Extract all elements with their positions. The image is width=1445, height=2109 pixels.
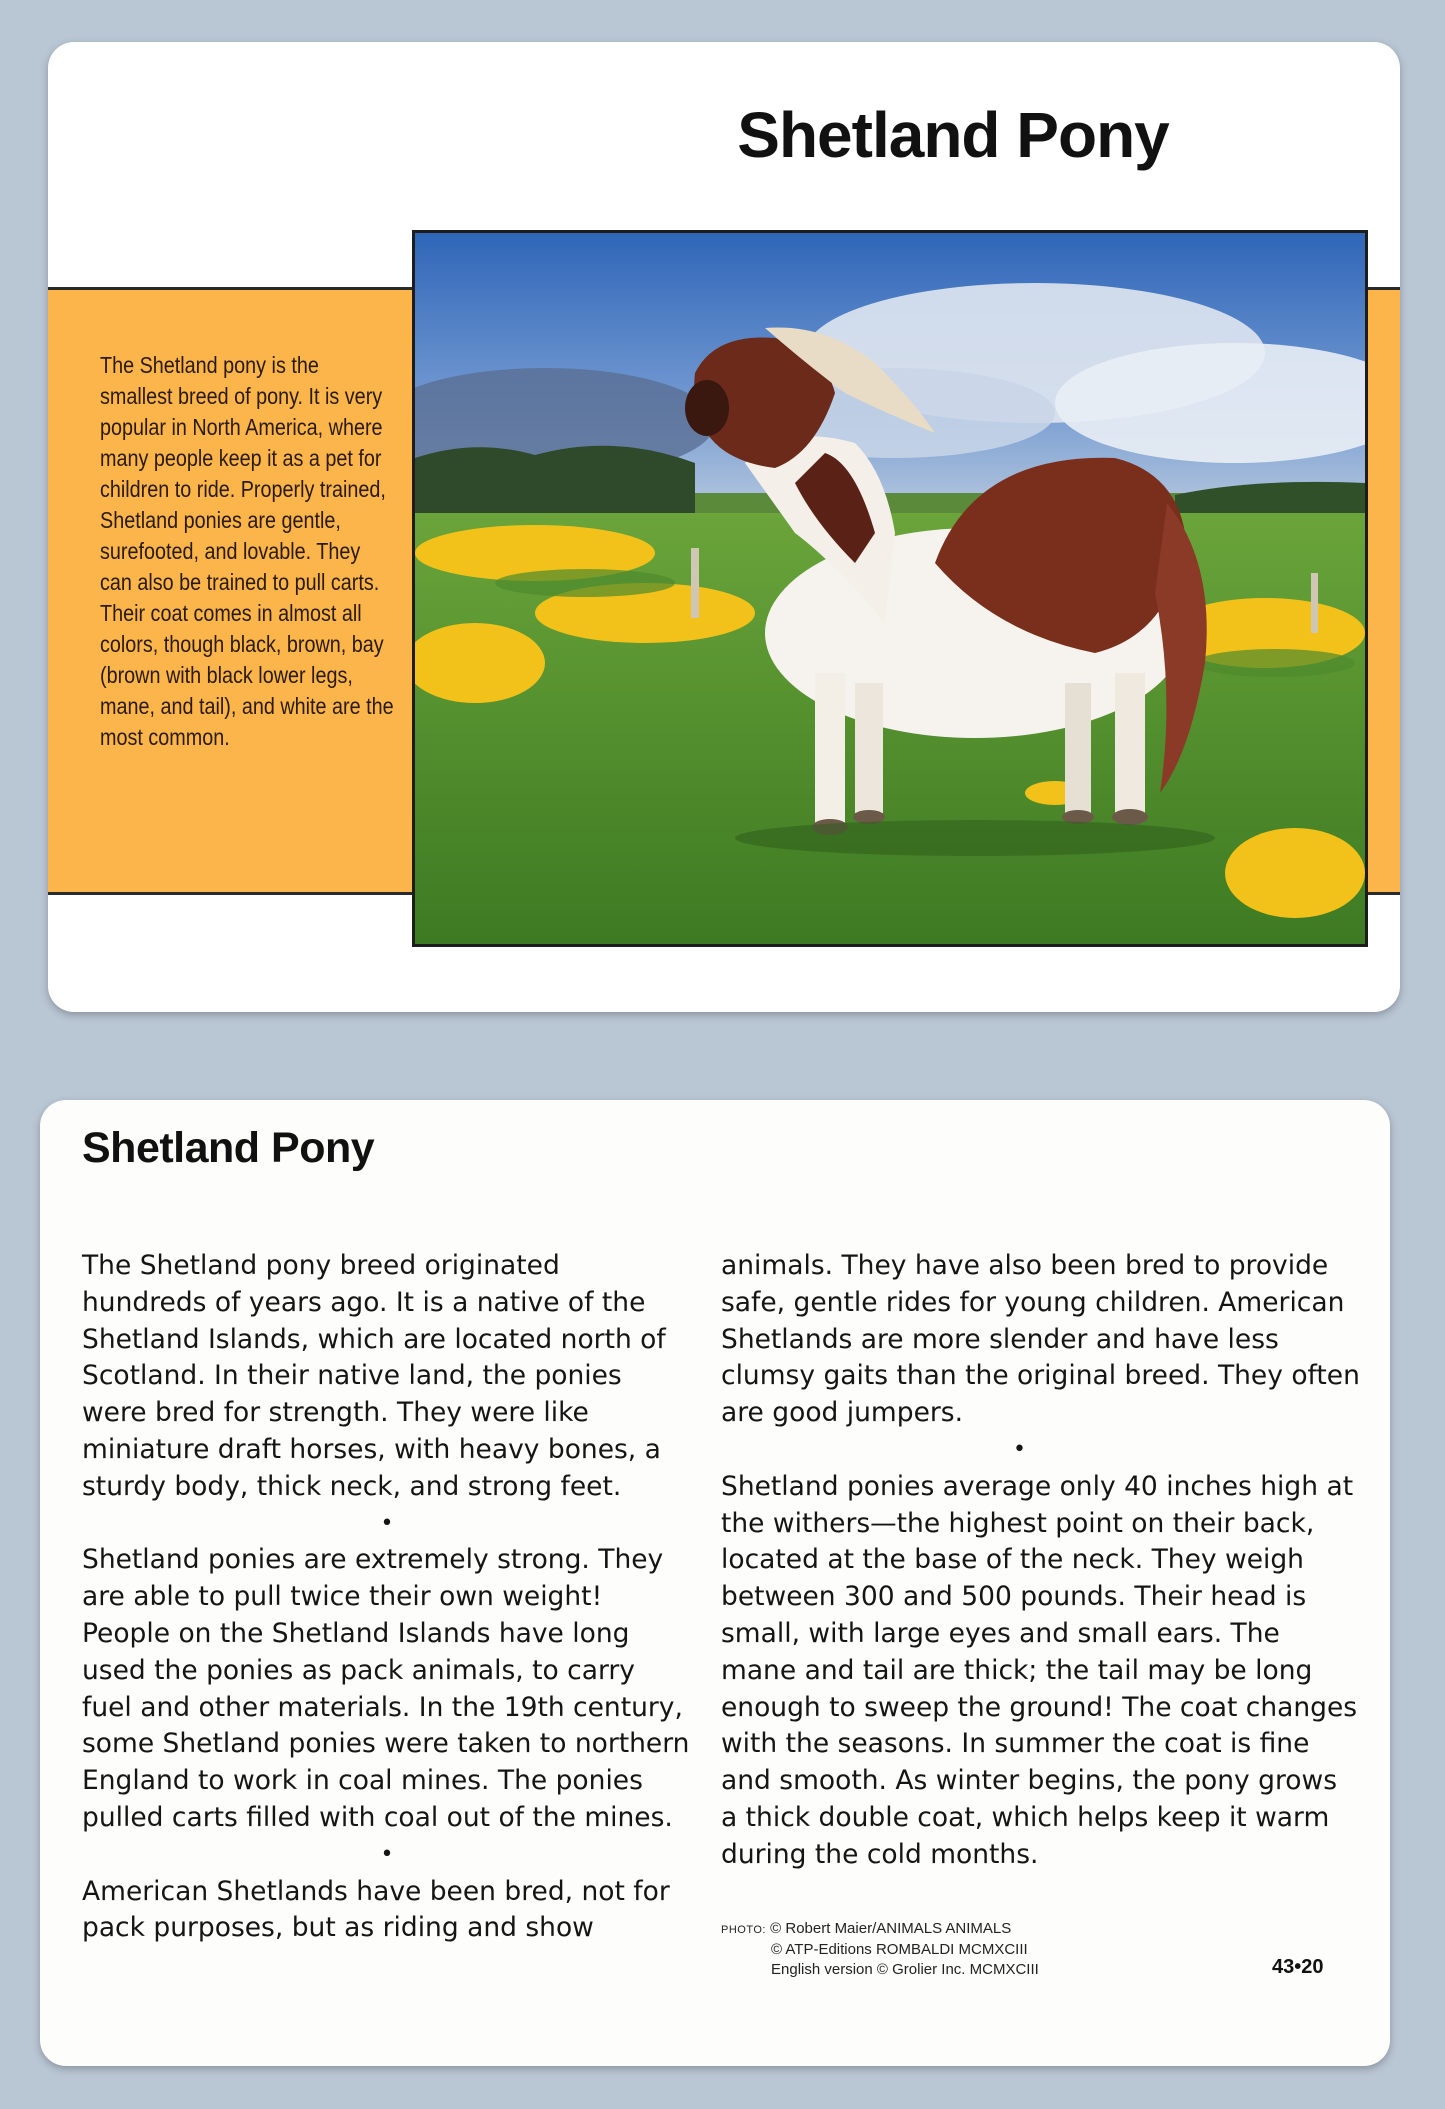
front-title: Shetland Pony (737, 99, 1169, 171)
left-column (82, 1248, 692, 1947)
separator-bullet: • (380, 1510, 394, 1536)
credits-line-2: © ATP-Editions ROMBALDI MCMXCIII (771, 1941, 1028, 1958)
back-card (40, 1100, 1390, 2066)
front-description: The Shetland pony is the smallest breed of pony. It is very popular in North America, where many people keep it as a pet for children to ride. Properly trained, Shetland ponies are gentle, surefooted, and lovable. They can also be trained to pull carts. Their coat comes in almost all colors, though black, brown, bay (brown with black lower legs, mane, and tail), and white are the most common. (100, 352, 394, 750)
credits-line-1: © Robert Maier/ANIMALS ANIMALS (770, 1920, 1012, 1937)
credits-label: PHOTO: (721, 1924, 766, 1936)
right-column (721, 1248, 1361, 1874)
separator-bullet: • (380, 1841, 394, 1867)
front-card (48, 42, 1400, 1012)
credits-line-3: English version © Grolier Inc. MCMXCIII (771, 1961, 1039, 1978)
paragraph-size: Shetland ponies average only 40 inches high at the withers—the highest point on their back, located at the base of the neck. They weigh between 300 and 500 pounds. Their head is small, with large eyes and small ears. The mane and tail are thick; the tail may be long enough to sweep the ground! The coat changes with the seasons. In summer the coat is fine and smooth. As winter begins, the pony grows a thick double coat, which helps keep it warm during the cold months. (721, 1470, 1358, 1870)
pony-photo (412, 230, 1368, 947)
photo-credits (721, 1919, 1039, 1980)
paragraph-american: American Shetlands have been bred, not for pack purposes, but as riding and show (82, 1875, 670, 1944)
separator-bullet: • (1013, 1436, 1026, 1462)
paragraph-strength: Shetland ponies are extremely strong. They are able to pull twice their own weight! People on the Shetland Islands have long used the ponies as pack animals, to carry fuel and other materials. In the 19th century, some Shetland ponies were taken to northern England to work in coal mines. The ponies pulled carts filled with coal out of the mines. (82, 1544, 690, 1833)
pony-photo-illustration (415, 233, 1365, 944)
card-number: 43•20 (1272, 1956, 1324, 1978)
paragraph-origin: The Shetland pony breed originated hundreds of years ago. It is a native of the Shetland Islands, which are located north of Scotland. In their native land, the ponies were bred for strength. They were like miniature draft horses, with heavy bones, a sturdy body, thick neck, and strong feet. (82, 1250, 666, 1502)
paragraph-riding: animals. They have also been bred to provide safe, gentle rides for young children. American Shetlands are more slender and have less clumsy gaits than the original breed. They often are good jumpers. (721, 1250, 1360, 1429)
back-title: Shetland Pony (82, 1124, 375, 1172)
